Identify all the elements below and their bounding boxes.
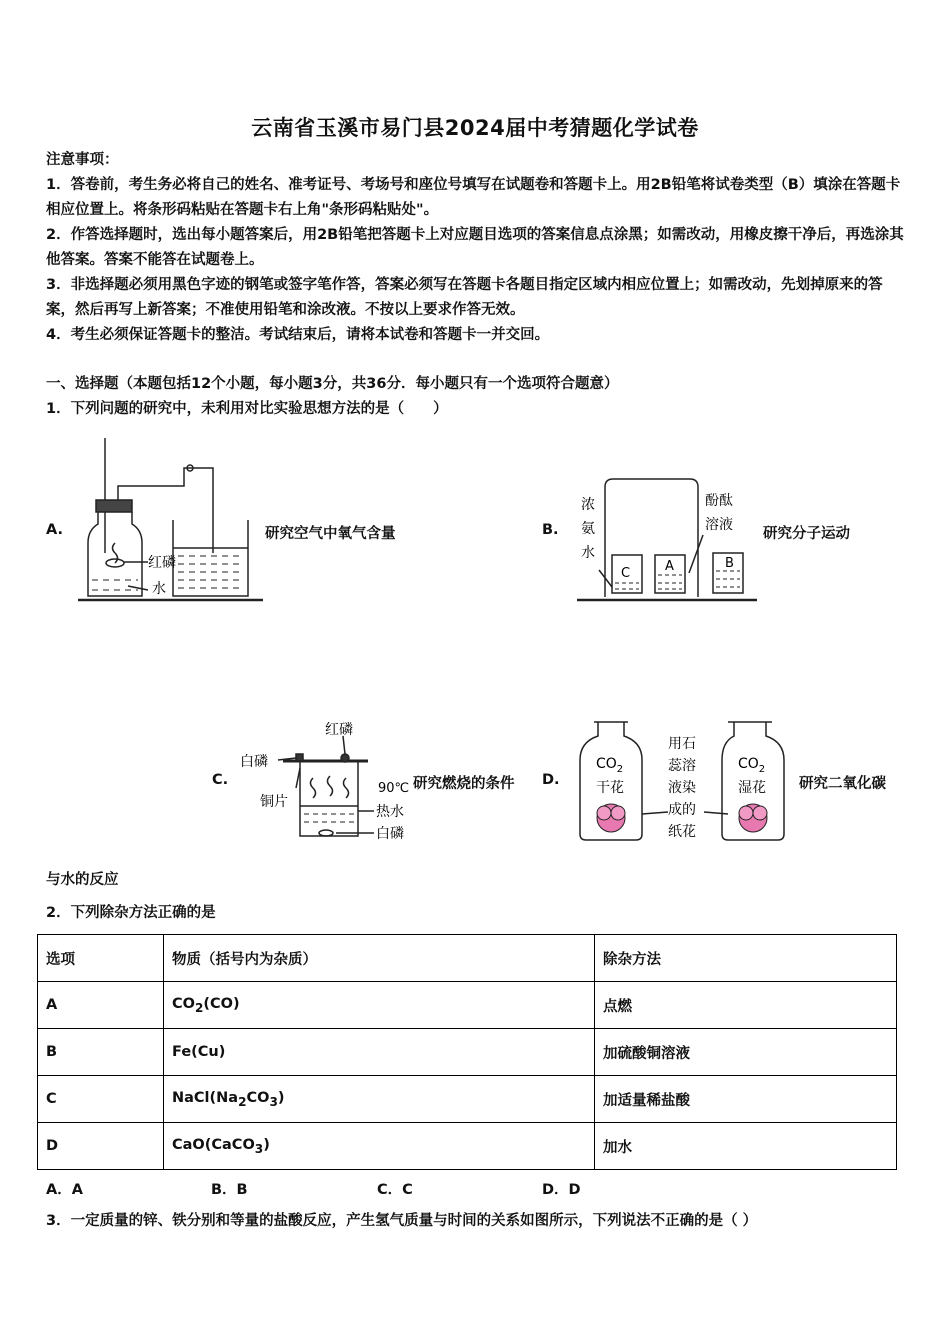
label-b-phenol-2: 溶液 (705, 517, 733, 533)
label-c-hot-water: 热水 (376, 804, 404, 820)
label-b-phenol-1: 酚酞 (705, 493, 733, 509)
row-a-substance: $CO_2(CO)$ (164, 982, 595, 1029)
label-d-wet-flower: 湿花 (738, 780, 766, 796)
row-b-substance: Fe(Cu) (164, 1029, 595, 1076)
label-d-litmus-5: 纸花 (668, 824, 696, 840)
q2-stem: 2．下列除杂方法正确的是 (46, 905, 216, 921)
q1-option-d-caption-tail: 与水的反应 (46, 872, 119, 888)
header-substance: 物质（括号内为杂质） (164, 935, 595, 982)
label-d-litmus-2: 蕊溶 (668, 758, 696, 774)
q2-choice-d: D．D (542, 1182, 581, 1198)
table-row (38, 1029, 897, 1076)
notice-item-3: 3．非选择题必须用黑色字迹的钢笔或签字笔作答，答案必须写在答题卡各题目指定区域内相应位置上；如需改动，先划掉原来的答案，然后再写上新答案；不准使用铅笔和涂改液。不按以上要求作答无效。 (46, 277, 883, 318)
q1-option-a-caption: 研究空气中氧气含量 (265, 526, 396, 542)
apparatus-b-diagram (575, 475, 760, 605)
apparatus-d-diagram (576, 718, 798, 844)
table-header-row (38, 935, 897, 982)
label-c-red-phosphorus: 红磷 (325, 722, 353, 738)
row-c-substance: $NaCl(Na_2CO_3)$ (164, 1076, 595, 1123)
label-c-white-phosphorus-bottom: 白磷 (376, 826, 404, 842)
q1-option-c-caption: 研究燃烧的条件 (413, 776, 515, 792)
row-d-method: 加水 (595, 1123, 897, 1170)
label-b-beaker-b: B (725, 556, 734, 571)
row-a-method: 点燃 (595, 982, 897, 1029)
q1-option-c-letter: C. (212, 772, 229, 788)
notice-heading: 注意事项： (46, 152, 119, 168)
q1-option-b-letter: B. (542, 522, 559, 538)
label-d-litmus-1: 用石 (668, 736, 696, 752)
q1-option-a-letter: A. (46, 522, 63, 538)
q2-choice-a: A．A (46, 1182, 83, 1198)
label-b-conc-2: 氨 (581, 521, 595, 537)
row-c-option: C (38, 1076, 164, 1123)
label-a-water: 水 (152, 581, 166, 597)
row-c-method: 加适量稀盐酸 (595, 1076, 897, 1123)
row-d-substance: CaO(CaCO$_3$) (164, 1123, 595, 1170)
page-title: 云南省玉溪市易门县2024届中考猜题化学试卷 (251, 116, 699, 140)
label-d-co2-right: $CO_2$ (738, 756, 766, 775)
q1-option-b-caption: 研究分子运动 (763, 526, 850, 542)
header-method: 除杂方法 (595, 935, 897, 982)
label-b-conc-3: 水 (581, 545, 595, 561)
row-b-method: 加硫酸铜溶液 (595, 1029, 897, 1076)
label-d-dry-flower: 干花 (596, 780, 624, 796)
table-row (38, 1076, 897, 1123)
q1-stem: 1．下列问题的研究中，未利用对比实验思想方法的是（ ） (46, 401, 448, 417)
label-d-litmus-4: 成的 (668, 802, 696, 818)
q2-choice-b: B．B (211, 1182, 248, 1198)
q2-choice-c: C．C (377, 1182, 413, 1198)
notice-item-4: 4．考生必须保证答题卡的整洁。考试结束后，请将本试卷和答题卡一并交回。 (46, 327, 550, 343)
row-a-option: A (38, 982, 164, 1029)
label-a-red-phosphorus: 红磷 (148, 555, 176, 571)
apparatus-c-diagram (238, 716, 413, 844)
q2-table (37, 934, 897, 1170)
q3-stem: 3．一定质量的锌、铁分别和等量的盐酸反应，产生氢气质量与时间的关系如图所示，下列说法不正确的是（ ） (46, 1213, 758, 1229)
table-row (38, 982, 897, 1029)
label-d-litmus-3: 液染 (668, 780, 696, 796)
header-option: 选项 (38, 935, 164, 982)
table-row (38, 1123, 897, 1170)
notice-item-2: 2．作答选择题时，选出每小题答案后，用2B铅笔把答题卡上对应题目选项的答案信息点涂黑；如需改动，用橡皮擦干净后，再选涂其他答案。答案不能答在试题卷上。 (46, 227, 904, 268)
row-b-option: B (38, 1029, 164, 1076)
label-b-beaker-c: C (621, 566, 631, 581)
label-c-copper-sheet: 铜片 (260, 794, 288, 810)
label-c-temperature: 90℃ (378, 781, 410, 796)
label-b-conc-1: 浓 (581, 497, 595, 513)
label-c-white-phosphorus-top: 白磷 (240, 754, 268, 770)
q1-option-d-letter: D. (542, 772, 560, 788)
q1-option-d-caption: 研究二氧化碳 (799, 776, 886, 792)
apparatus-a-diagram (78, 438, 263, 608)
section-heading: 一、选择题（本题包括12个小题，每小题3分，共36分．每小题只有一个选项符合题意） (46, 376, 619, 392)
label-b-beaker-a: A (665, 559, 674, 574)
row-d-option: D (38, 1123, 164, 1170)
label-d-co2-left: $CO_2$ (596, 756, 624, 775)
notice-item-1: 1．答卷前，考生务必将自己的姓名、准考证号、考场号和座位号填写在试题卷和答题卡上。用2B铅笔将试卷类型（B）填涂在答题卡相应位置上。将条形码粘贴在答题卡右上角"条形码粘贴处"。 (46, 177, 901, 218)
